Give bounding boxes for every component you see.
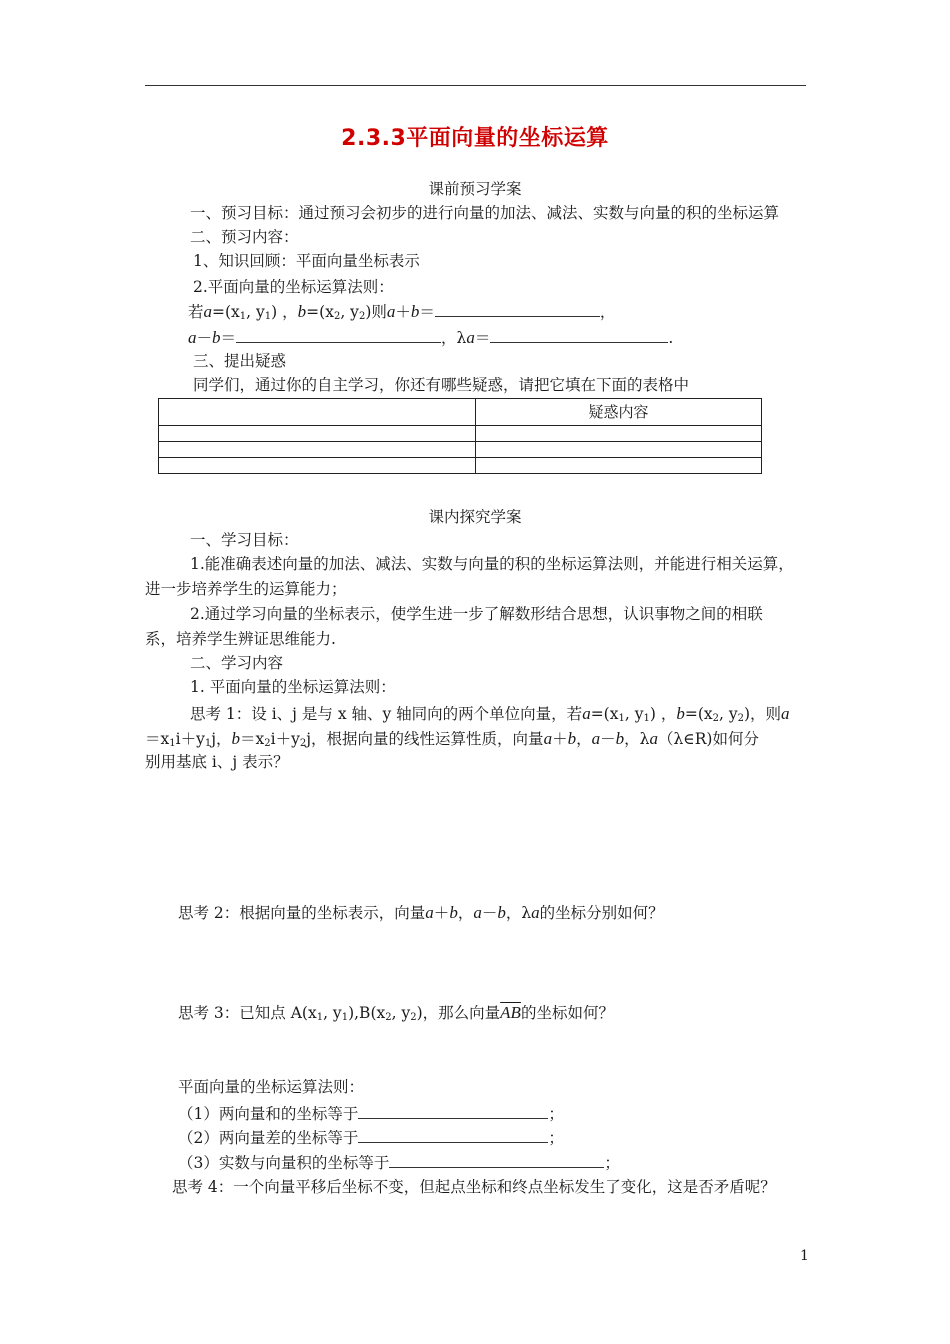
table-cell[interactable] [476,426,762,442]
pre-goal: 一、预习目标：通过预习会初步的进行向量的加法、减法、实数与向量的积的坐标运算 [190,204,780,222]
table-row [159,442,762,458]
rules-intro: 平面向量的坐标运算法则： [178,1078,365,1096]
pre-rule: 2.平面向量的坐标运算法则： [193,278,394,296]
inclass-goal-2a: 2.通过学习向量的坐标表示，使学生进一步了解数形结合思想，认识事物之间的相联 [190,605,763,623]
table-cell[interactable] [159,458,476,474]
page-number: 1 [800,1248,809,1264]
table-cell[interactable] [159,442,476,458]
table-cell[interactable] [476,442,762,458]
table-cell[interactable] [159,399,476,426]
rule-diff: （2）两向量差的坐标等于 ； [178,1129,564,1147]
doubt-table [158,398,762,474]
think1-line-2: $=x_1i+y_1j$，$b=x_2i+y_2j$，根据向量的线性运算性质，向量a＋b，a－b，λa（λ∈R)如何分 [145,729,759,749]
table-cell[interactable] [476,458,762,474]
pre-review: 1、知识回顾：平面向量坐标表示 [193,252,420,270]
think2: 思考 2：根据向量的坐标表示，向量a＋b，a－b，λa的坐标分别如何？ [178,903,664,922]
pre-doubt-text: 同学们，通过你的自主学习，你还有哪些疑惑，请把它填在下面的表格中 [193,376,690,394]
table-cell[interactable] [159,426,476,442]
formula-line-2: a－b＝ ，λa＝ . [188,328,674,347]
table-row [159,399,762,426]
table-row [159,458,762,474]
inclass-heading: 课内探究学案 [428,508,522,526]
table-row [159,426,762,442]
inclass-goal-1a: 1.能准确表述向量的加法、减法、实数与向量的积的坐标运算法则，并能进行相关运算， [190,555,794,573]
inclass-goal-title: 一、学习目标： [190,531,299,549]
think4: 思考 4：一个向量平移后坐标不变，但起点坐标和终点坐标发生了变化，这是否矛盾呢？ [172,1178,776,1196]
rule-scalar: （3）实数与向量积的坐标等于 ； [178,1154,620,1172]
formula-line-1: 若$a=(x_1$, $y_1$) ，$b=(x_2$, $y_2$)则a＋b＝ ， [188,302,616,322]
pre-doubt: 三、提出疑惑 [193,352,287,370]
inclass-goal-2b: 系，培养学生辨证思维能力. [145,630,336,648]
inclass-content-title: 二、学习内容 [190,654,284,672]
header-rule [145,85,806,86]
think3: 思考 3：已知点 $A(x_1$, $y_1),B(x_2$, $y_2$)，那么向量$\overline{AB}$的坐标如何？ [178,1003,614,1023]
pre-content: 二、预习内容： [190,228,299,246]
think1-line-3: 别用基底 i、j 表示？ [145,753,289,771]
doc-title: 2.3.3平面向量的坐标运算 [341,126,609,151]
inclass-rule-title: 1. 平面向量的坐标运算法则： [190,678,396,696]
think1-line-1: 思考 1：设 i、j 是与 x 轴、y 轴同向的两个单位向量，若$a=(x_1$, $y_1$) ，$b=(x_2$, $y_2$)，则a [190,704,790,724]
pre-heading: 课前预习学案 [428,180,522,198]
inclass-goal-1b: 进一步培养学生的运算能力； [145,580,347,598]
rule-sum: （1）两向量和的坐标等于 ； [178,1105,564,1123]
table-header-doubt: 疑惑内容 [476,399,762,426]
